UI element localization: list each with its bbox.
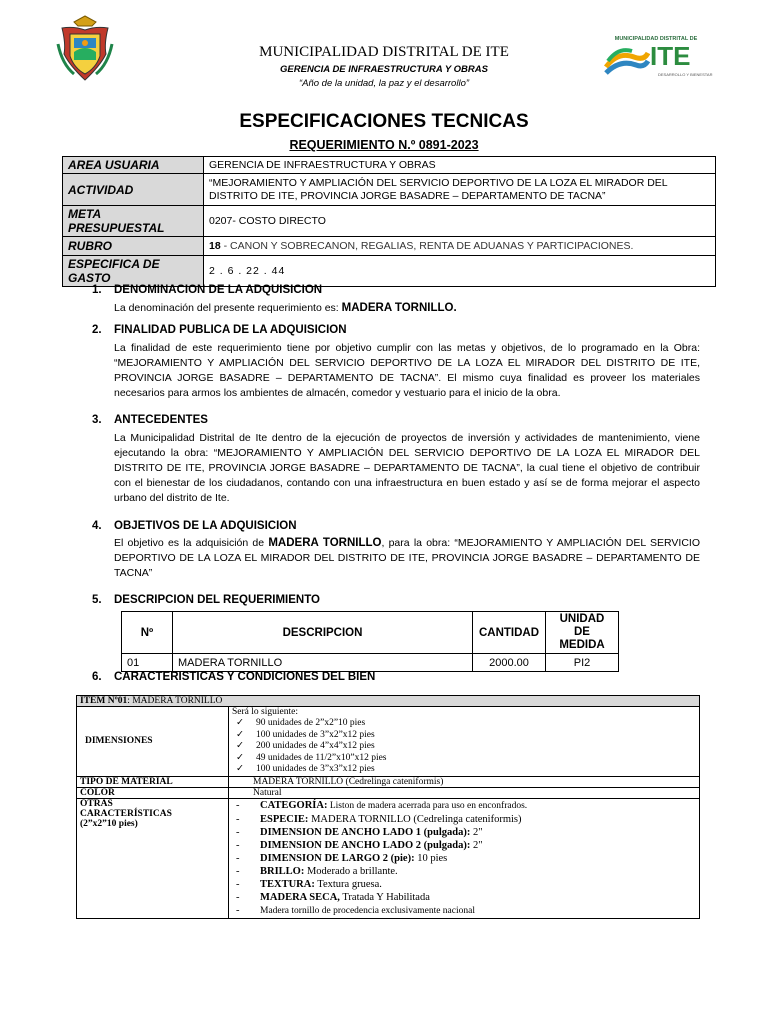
list-item: ✓ 200 unidades de 4”x4”x12 pies [232, 741, 696, 753]
section-text: , para la obra: “MEJORAMIENTO Y AMPLIACIÓN DEL SERVICIO DEPORTIVO DE LA LOZA EL MIRADOR DEL DISTRITO DE ITE, PROVINCIA JORGE BASADRE – DEPARTAMENTO DE TACNA” [114, 537, 700, 579]
color-value: Natural [229, 787, 700, 798]
item-bold: ESPECIE: [260, 813, 309, 825]
section-1-body [114, 301, 700, 316]
section-title: OBJETIVOS DE LA ADQUISICION [114, 520, 297, 532]
material-label: TIPO DE MATERIAL [77, 776, 229, 787]
section-text: La denominación del presente requerimiento es: [114, 302, 342, 314]
table-cell: 01 [122, 654, 173, 672]
info-table [62, 156, 716, 287]
section-2-heading [92, 324, 347, 336]
section-number: 1. [92, 284, 102, 296]
requirement-number: REQUERIMIENTO N.º 0891-2023 [289, 138, 479, 152]
list-item: ✓ 90 unidades de 2”x2”10 pies [232, 718, 696, 730]
list-item [232, 839, 696, 852]
section-title: FINALIDAD PUBLICA DE LA ADQUISICION [114, 324, 347, 336]
info-key: AREA USUARIA [63, 157, 204, 174]
section-number: 5. [92, 594, 102, 606]
info-row [63, 237, 716, 256]
list-item [232, 891, 696, 904]
item-text: Tratada Y Habilitada [339, 891, 430, 903]
item-bold: MADERA SECA, [260, 891, 340, 903]
item-bold: DIMENSION DE ANCHO LADO 2 (pulgada): [260, 839, 471, 851]
col-header: DESCRIPCION [173, 612, 473, 654]
info-key: ACTIVIDAD [63, 174, 204, 206]
logo-top-text: MUNICIPALIDAD DISTRITAL DE [614, 36, 698, 42]
item-bold: TEXTURA: [260, 878, 315, 890]
list-item [232, 813, 696, 826]
list-item: ✓ 100 unidades de 3”x3”x12 pies [232, 764, 696, 776]
item-bold: BRILLO: [260, 865, 305, 877]
item-bold: CATEGORÍA: [260, 799, 328, 811]
item-text: Moderado a brillante. [304, 865, 398, 877]
color-row [77, 787, 700, 798]
other-label: OTRAS CARACTERÍSTICAS [80, 798, 172, 819]
table-header-row [122, 612, 619, 654]
item-value: : MADERA TORNILLO [127, 696, 223, 706]
item-bold: DIMENSION DE ANCHO LADO 1 (pulgada): [260, 826, 471, 838]
other-characteristics-row [77, 798, 700, 918]
color-label: COLOR [77, 787, 229, 798]
item-text: MADERA TORNILLO (Cedrelinga cateniformis) [308, 813, 522, 825]
item-header-row [77, 696, 700, 707]
item-text: Textura gruesa. [314, 878, 382, 890]
document-title: ESPECIFICACIONES TECNICAS [239, 111, 529, 132]
item-text: 10 pies [414, 852, 448, 864]
section-6-heading [92, 671, 375, 683]
list-item [232, 904, 696, 918]
info-value: 2 . 6 . 22 . 44 [204, 256, 716, 287]
logo-name: ITE [650, 41, 691, 71]
list-item: ✓ 49 unidades de 11/2”x10”x12 pies [232, 753, 696, 765]
material-row [77, 776, 700, 787]
header-title: MUNICIPALIDAD DISTRITAL DE ITE [259, 44, 509, 60]
section-text: El objetivo es la adquisición de [114, 537, 269, 549]
material-value: MADERA TORNILLO (Cedrelinga cateniformis) [229, 776, 700, 787]
other-label-cell [77, 798, 229, 918]
list-item [232, 865, 696, 878]
section-number: 2. [92, 324, 102, 336]
characteristics-list [232, 799, 696, 918]
list-item [232, 878, 696, 891]
dimensions-intro: Será lo siguiente: [232, 707, 298, 717]
section-4-body [114, 536, 700, 581]
list-item [232, 852, 696, 865]
col-header: CANTIDAD [473, 612, 546, 654]
other-sub-label: (2”x2”10 pies) [80, 818, 138, 829]
table-cell: PI2 [546, 654, 619, 672]
info-row [63, 206, 716, 237]
section-bold: MADERA TORNILLO. [341, 302, 457, 314]
section-1-heading [92, 284, 322, 296]
table-row [122, 654, 619, 672]
col-header: UNIDAD DE MEDIDA [546, 612, 619, 654]
section-title: DESCRIPCION DEL REQUERIMIENTO [114, 594, 320, 606]
info-key: META PRESUPUESTAL [63, 206, 204, 237]
dimensions-row [77, 707, 700, 777]
info-row [63, 174, 716, 206]
table-cell: 2000.00 [473, 654, 546, 672]
info-value: GERENCIA DE INFRAESTRUCTURA Y OBRAS [204, 157, 716, 174]
section-number: 4. [92, 520, 102, 532]
header-motto: “Año de la unidad, la paz y el desarrollo” [298, 78, 470, 89]
item-text: 2" [470, 826, 483, 838]
dimensions-list [232, 718, 696, 776]
section-title: ANTECEDENTES [114, 414, 208, 426]
section-2-body: La finalidad de este requerimiento tiene por objetivo cumplir con las metas y objetivos, de lo programado en la Obra: “MEJORAMIENTO Y AMPLIACIÓN DEL SERVICIO DEPORTIVO DE LA LOZA EL MIRADOR DEL DISTRITO DE ITE, PROVINCIA JORGE BASADRE – DEPARTAMENTO DE TACNA”. El mismo cuya finalidad es proveer los materiales necesarios para armos los ambientes de almacén, comedor y vestuario para el inicio de la obra. [114, 342, 700, 399]
info-value: “MEJORAMIENTO Y AMPLIACIÓN DEL SERVICIO DEPORTIVO DE LA LOZA EL MIRADOR DEL DISTRITO DE ITE, PROVINCIA JORGE BASADRE – DEPARTAMENTO DE TACNA” [204, 174, 716, 206]
section-3-heading [92, 414, 208, 426]
list-item: ✓ 100 unidades de 3”x2”x12 pies [232, 730, 696, 742]
info-row [63, 256, 716, 287]
section-title: DENOMINACION DE LA ADQUISICION [114, 284, 323, 296]
info-key: RUBRO [63, 237, 204, 256]
col-header: Nº [122, 612, 173, 654]
rubro-code: 18 [209, 240, 221, 252]
other-characteristics-cell [229, 798, 700, 918]
info-value: 0207- COSTO DIRECTO [204, 206, 716, 237]
info-value-cell [204, 237, 716, 256]
section-bold: MADERA TORNILLO [268, 537, 382, 549]
dimensions-label: DIMENSIONES [77, 707, 229, 777]
dimensions-cell [229, 707, 700, 777]
item-bold: DIMENSION DE LARGO 2 (pie): [260, 852, 415, 864]
section-4-heading [92, 520, 297, 532]
header-subtitle: GERENCIA DE INFRAESTRUCTURA Y OBRAS [280, 64, 488, 75]
info-value: - CANON Y SOBRECANON, REGALIAS, RENTA DE ADUANAS Y PARTICIPACIONES. [220, 240, 634, 252]
info-row [63, 157, 716, 174]
logo-tagline: DESARROLLO Y BIENESTAR [658, 72, 713, 77]
characteristics-table [76, 695, 700, 919]
item-text: 2" [470, 839, 483, 851]
info-key: ESPECIFICA DE GASTO [63, 256, 204, 287]
list-item [232, 799, 696, 813]
section-title: CARACTERISTICAS Y CONDICIONES DEL BIEN [114, 671, 376, 683]
list-item [232, 826, 696, 839]
item-header-cell [77, 696, 700, 707]
section-number: 3. [92, 414, 102, 426]
section-5-heading [92, 594, 320, 606]
item-text: Madera tornillo de procedencia exclusivamente nacional [260, 905, 475, 916]
item-label: ITEM Nº01 [80, 696, 128, 706]
section-number: 6. [92, 671, 102, 683]
table-cell: MADERA TORNILLO [173, 654, 473, 672]
requirement-table [121, 611, 619, 672]
section-3-body: La Municipalidad Distrital de Ite dentro de la ejecución de proyectos de inversión y actividades de mantenimiento, viene ejecutando la obra: “MEJORAMIENTO Y AMPLIACIÓN DEL SERVICIO DEPORTIVO DE LA LOZA EL MIRADOR DEL DISTRITO DE ITE, PROVINCIA JORGE BASADRE – DEPARTAMENTO DE TACNA”, la cual tiene el objetivo de contribuir con el bienestar de los ciudadanos, contando con una infraestructura en buen estado y así se de forma mejorar el aspecto urbano del distrito de Ite. [114, 432, 700, 504]
item-text: Liston de madera acerrada para uso en enconfrados. [327, 800, 528, 811]
